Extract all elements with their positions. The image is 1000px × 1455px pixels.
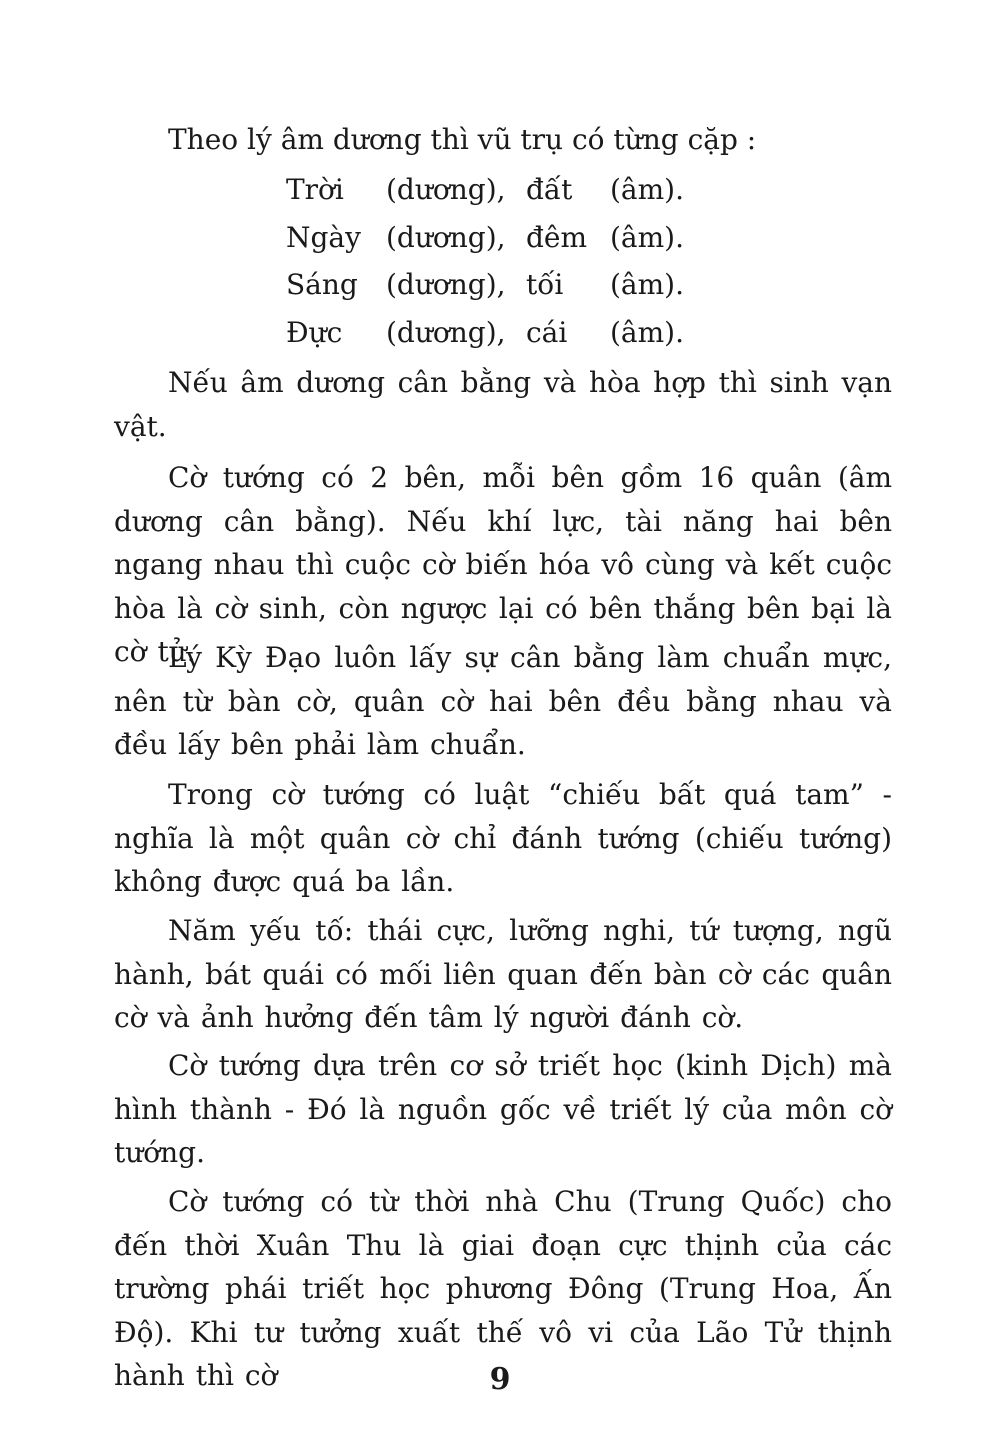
intro-line: Theo lý âm dương thì vũ trụ có từng cặp :: [168, 123, 757, 156]
pair-opposite-type: (âm).: [610, 220, 684, 254]
pair-type: (dương),: [386, 315, 506, 349]
paragraph: Năm yếu tố: thái cực, lưỡng nghi, tứ tượng, ngũ hành, bát quái có mối liên quan đến bàn cờ các quân cờ và ảnh hưởng đến tâm lý người đánh cờ.: [114, 914, 892, 1034]
pair-opposite-type: (âm).: [610, 315, 684, 349]
pair-word: Ngày: [286, 220, 361, 254]
paragraph: Cờ tướng có từ thời nhà Chu (Trung Quốc) cho đến thời Xuân Thu là giai đoạn cực thịnh của các trường phái triết học phương Đông (Trung Hoa, Ấn Độ). Khi tư tưởng xuất thế vô vi của Lão Tử thịnh hành thì cờ: [114, 1185, 892, 1392]
pair-row: [286, 261, 684, 309]
paragraph: Cờ tướng dựa trên cơ sở triết học (kinh Dịch) mà hình thành - Đó là nguồn gốc về triết lý của môn cờ tướng.: [114, 1049, 892, 1169]
paragraph: Nếu âm dương cân bằng và hòa hợp thì sinh vạn vật.: [114, 366, 892, 443]
paragraph: Lý Kỳ Đạo luôn lấy sự cân bằng làm chuẩn mực, nên từ bàn cờ, quân cờ hai bên đều bằng nhau và đều lấy bên phải làm chuẩn.: [114, 641, 892, 761]
pair-row: [286, 309, 684, 357]
pair-row: [286, 166, 684, 214]
pair-opposite: đất: [526, 173, 573, 207]
pair-opposite-type: (âm).: [610, 268, 684, 302]
pair-word: Sáng: [286, 268, 358, 302]
pair-opposite-type: (âm).: [610, 173, 684, 207]
paragraph: Cờ tướng có 2 bên, mỗi bên gồm 16 quân (âm dương cân bằng). Nếu khí lực, tài năng hai bên ngang nhau thì cuộc cờ biến hóa vô cùng và kết cuộc hòa là cờ sinh, còn ngược lại có bên thắng bên bại là cờ tử.: [114, 461, 892, 668]
pair-type: (dương),: [386, 268, 506, 302]
pair-opposite: đêm: [526, 220, 588, 254]
pair-row: [286, 214, 684, 262]
page-number: 9: [489, 1362, 511, 1397]
pair-opposite: cái: [526, 315, 568, 349]
pair-word: Trời: [286, 173, 344, 207]
pair-word: Đực: [286, 315, 343, 349]
pair-type: (dương),: [386, 220, 506, 254]
pair-opposite: tối: [526, 268, 564, 302]
pair-type: (dương),: [386, 173, 506, 207]
yin-yang-pairs-table: [286, 166, 684, 356]
paragraph: Trong cờ tướng có luật “chiếu bất quá tam” - nghĩa là một quân cờ chỉ đánh tướng (chiếu tướng) không được quá ba lần.: [114, 778, 892, 898]
